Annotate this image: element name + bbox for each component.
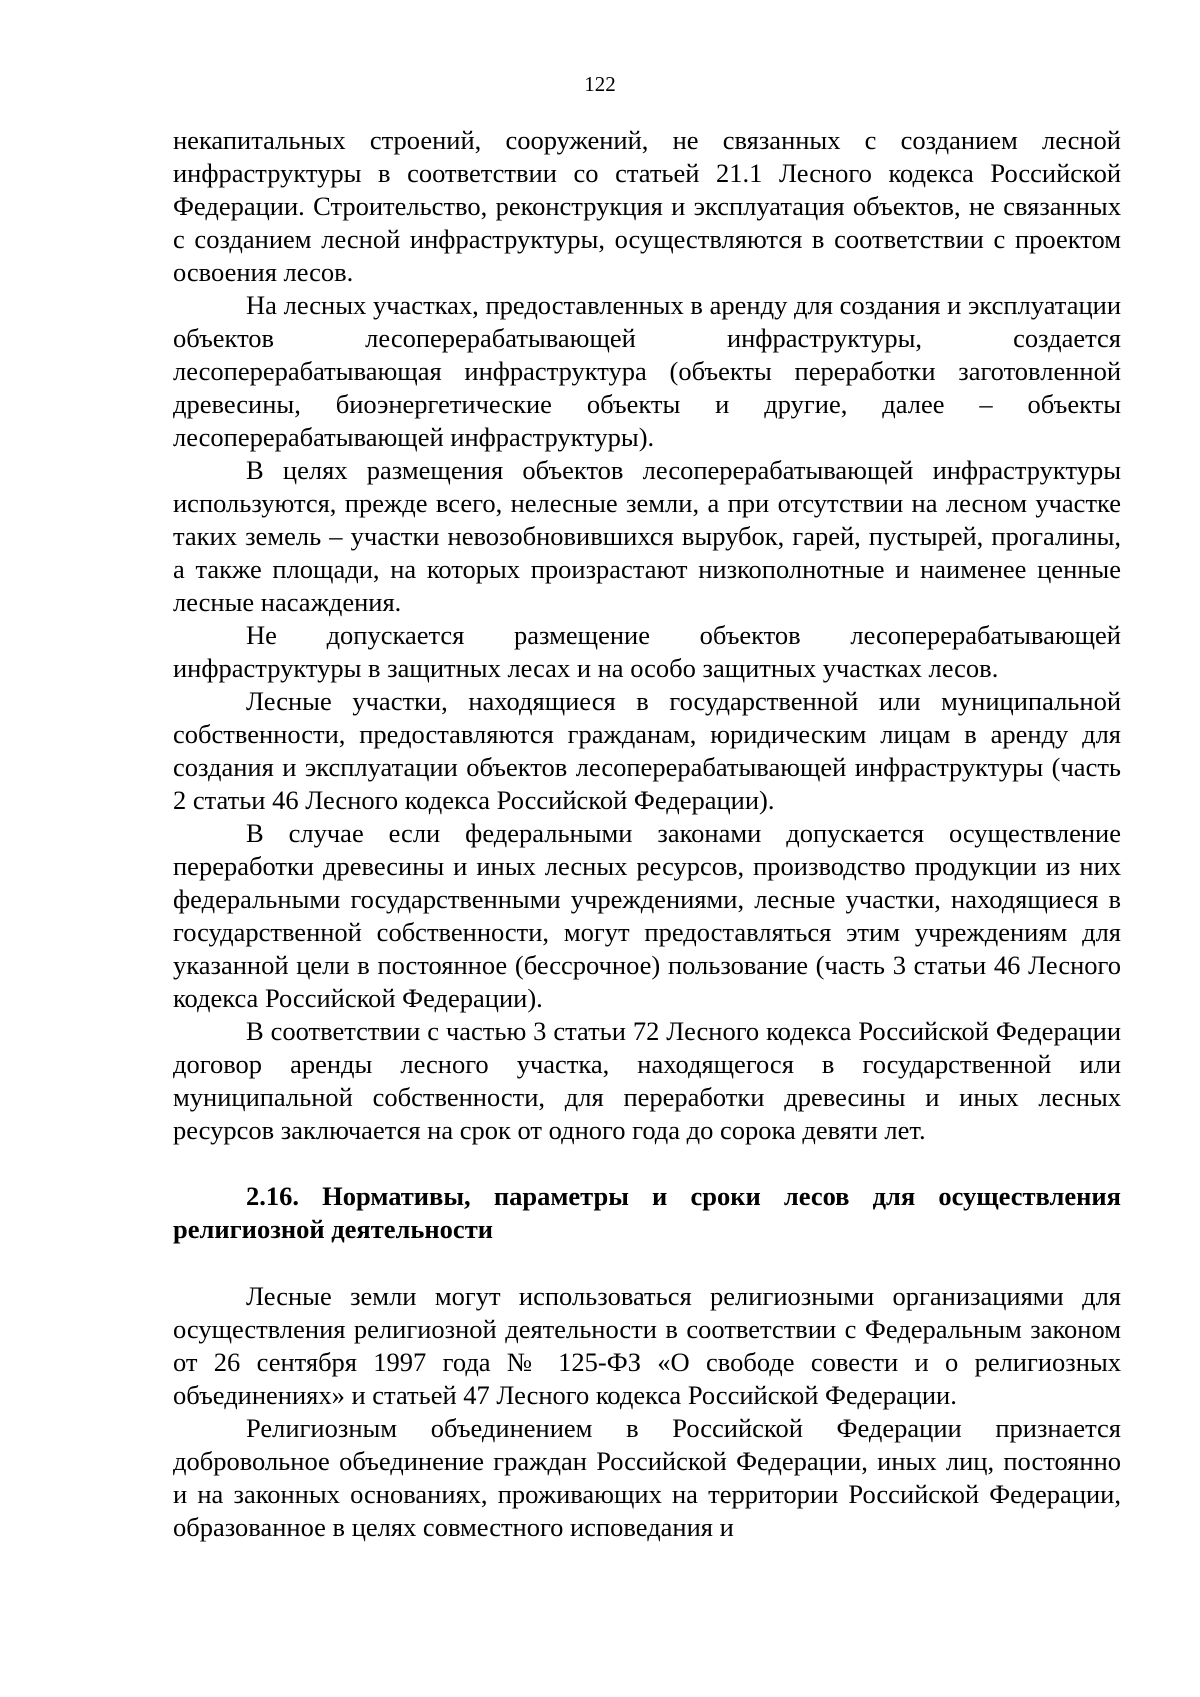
document-body	[173, 124, 1121, 1544]
page-number: 122	[584, 72, 616, 96]
paragraph: некапитальных строений, сооружений, не связанных с созданием лесной инфраструктуры в соответствии со статьей 21.1 Лесного кодекса Российской Федерации. Строительство, реконструкция и эксплуатация объектов, не связанных с созданием лесной инфраструктуры, осуществляются в соответствии с проектом освоения лесов.	[173, 125, 1121, 287]
paragraph: В случае если федеральными законами допускается осуществление переработки древесины и иных лесных ресурсов, производство продукции из них федеральными государственными учреждениями, лесные участки, находящиеся в государственной собственности, могут предоставляться этим учреждениям для указанной цели в постоянное (бессрочное) пользование (часть 3 статьи 46 Лесного кодекса Российской Федерации).	[173, 818, 1121, 1013]
paragraph: Религиозным объединением в Российской Федерации признается добровольное объединение граждан Российской Федерации, иных лиц, постоянно и на законных основаниях, проживающих на территории Российской Федерации, образованное в целях совместного исповедания и	[173, 1413, 1121, 1542]
paragraph: Лесные участки, находящиеся в государственной или муниципальной собственности, предоставляются гражданам, юридическим лицам в аренду для создания и эксплуатации объектов лесоперерабатывающей инфраструктуры (часть 2 статьи 46 Лесного кодекса Российской Федерации).	[173, 686, 1121, 815]
paragraph: Лесные земли могут использоваться религиозными организациями для осуществления религиозной деятельности в соответствии с Федеральным законом от 26 сентября 1997 года № 125-ФЗ «О свободе совести и о религиозных объединениях» и статьей 47 Лесного кодекса Российской Федерации.	[173, 1281, 1121, 1410]
paragraph: Не допускается размещение объектов лесоперерабатывающей инфраструктуры в защитных лесах и на особо защитных участках лесов.	[173, 620, 1121, 683]
paragraph: На лесных участках, предоставленных в аренду для создания и эксплуатации объектов лесоперерабатывающей инфраструктуры, создается лесоперерабатывающая инфраструктура (объекты переработки заготовленной древесины, биоэнергетические объекты и другие, далее – объекты лесоперерабатывающей инфраструктуры).	[173, 290, 1121, 452]
section-heading: 2.16. Нормативы, параметры и сроки лесов для осуществления религиозной деятельности	[173, 1181, 1121, 1244]
paragraph: В соответствии с частью 3 статьи 72 Лесного кодекса Российской Федерации договор аренды лесного участка, находящегося в государственной или муниципальной собственности, для переработки древесины и иных лесных ресурсов заключается на срок от одного года до сорока девяти лет.	[173, 1016, 1121, 1145]
paragraph: В целях размещения объектов лесоперерабатывающей инфраструктуры используются, прежде всего, нелесные земли, а при отсутствии на лесном участке таких земель – участки невозобновившихся вырубок, гарей, пустырей, прогалины, а также площади, на которых произрастают низкополнотные и наименее ценные лесные насаждения.	[173, 455, 1121, 617]
